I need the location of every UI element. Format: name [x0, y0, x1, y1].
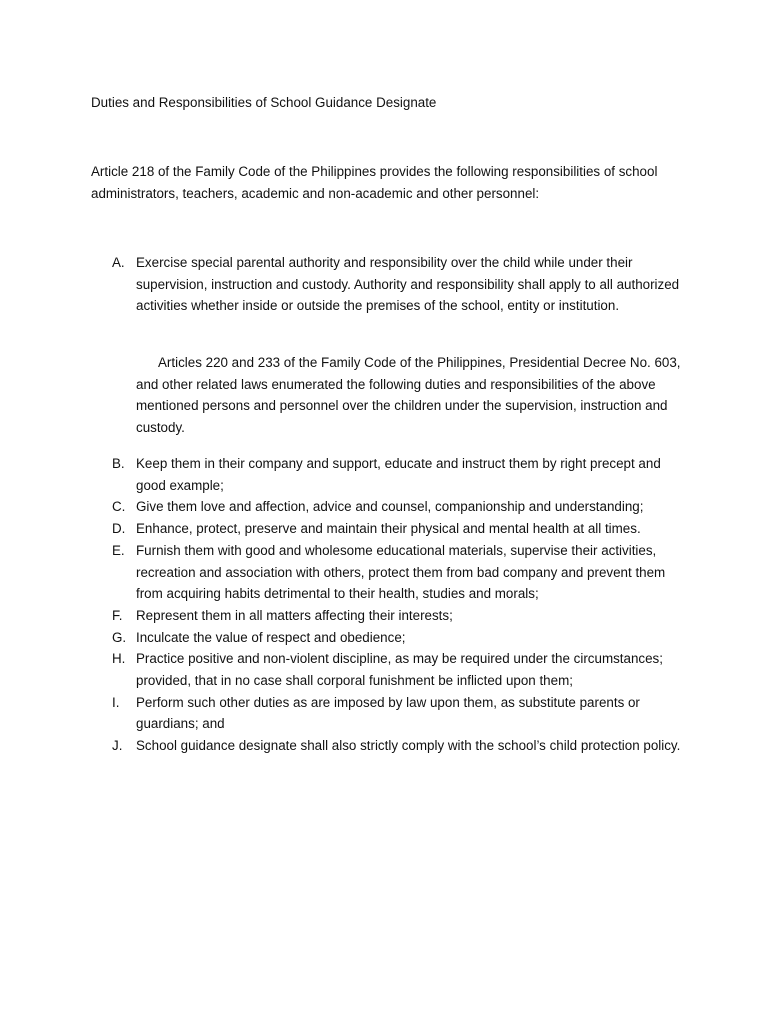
list-item-text: Enhance, protect, preserve and maintain their physical and mental health at all times. [136, 521, 641, 537]
list-marker: B. [112, 456, 125, 471]
list-item-text: Practice positive and non-violent discipline, as may be required under the circumstances; provided, that in no case shall corporal funishment be inflicted upon them; [136, 651, 663, 689]
list-item-text: Inculcate the value of respect and obedience; [136, 629, 406, 645]
list-item [91, 518, 681, 540]
document-title: Duties and Responsibilities of School Guidance Designate [91, 95, 437, 110]
list-marker: I. [112, 694, 120, 710]
list-marker: F. [112, 607, 123, 623]
list-marker: C. [112, 499, 126, 515]
list-item [91, 496, 681, 518]
list-item [91, 252, 681, 317]
list-marker: J. [112, 738, 123, 754]
list-item-text: Represent them in all matters affecting their interests; [136, 607, 453, 623]
list-item [91, 540, 681, 605]
list-marker: H. [112, 651, 126, 667]
list-item-text: Perform such other duties as are imposed by law upon them, as substitute parents or guardians; and [136, 694, 640, 732]
list-item [91, 453, 681, 496]
list-item [91, 648, 681, 691]
sub-paragraph: Articles 220 and 233 of the Family Code of the Philippines, Presidential Decree No. 603, and other related laws enumerated the following duties and responsibilities of the above mentioned persons and personnel over the children under the supervision, instruction and custody. [136, 355, 681, 436]
duties-list [91, 453, 681, 757]
list-marker: E. [112, 542, 125, 558]
list-item [91, 692, 681, 735]
intro-paragraph: Article 218 of the Family Code of the Philippines provides the following responsibilities of school administrators, teachers, academic and non-academic and other personnel: [91, 164, 658, 201]
list-marker: A. [112, 255, 125, 270]
list-item [91, 627, 681, 649]
list-item [91, 735, 681, 757]
list-item-text: Furnish them with good and wholesome educational materials, supervise their activities, recreation and association with others, protect them from bad company and prevent them from acquiring habits detrimental to their health, studies and morals; [136, 542, 666, 602]
duties-list-first [91, 252, 681, 317]
list-marker: G. [112, 629, 127, 645]
list-item-text: Exercise special parental authority and responsibility over the child while under their supervision, instruction and custody. Authority and responsibility shall apply to all authorized activities whether inside or outside the premises of the school, entity or institution. [136, 255, 680, 314]
list-item [91, 605, 681, 627]
list-marker: D. [112, 521, 126, 537]
list-item-text: School guidance designate shall also strictly comply with the school’s child protection policy. [136, 738, 681, 754]
list-item-text: Give them love and affection, advice and counsel, companionship and understanding; [136, 499, 644, 515]
list-item-text: Keep them in their company and support, educate and instruct them by right precept and good example; [136, 456, 661, 493]
